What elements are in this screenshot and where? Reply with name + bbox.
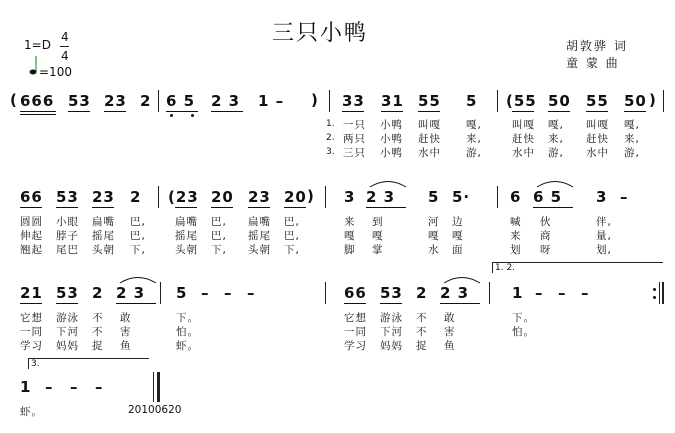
note-group: 2 <box>92 284 104 302</box>
intro-open-paren: ( <box>10 91 18 109</box>
lyric: 嘎 <box>344 230 356 242</box>
lyric: 喊 <box>510 216 522 228</box>
beam <box>56 207 78 208</box>
lyric: 妈妈 <box>56 340 79 352</box>
low-octave-dot <box>170 114 173 117</box>
lyric: 一只 <box>343 119 366 131</box>
bar-line <box>325 186 326 208</box>
note-group: 1 <box>20 378 32 396</box>
lyric: 学习 <box>20 340 43 352</box>
lyric: 怕。 <box>512 326 535 338</box>
lyric: 小眼 <box>56 216 79 228</box>
lyric: 来, <box>548 133 564 145</box>
lyric: 摇尾 <box>92 230 115 242</box>
lyric: 捉 <box>416 340 428 352</box>
lyric: 捉 <box>92 340 104 352</box>
note-group: 23 <box>92 188 115 206</box>
note-group: – <box>535 284 544 302</box>
beam <box>166 111 198 112</box>
beam <box>211 207 233 208</box>
note-group: 21 <box>20 284 43 302</box>
lyric: 游, <box>548 147 564 159</box>
lyric: 学习 <box>344 340 367 352</box>
lyric: 巴, <box>130 230 146 242</box>
lyric: 扁嘴 <box>92 216 115 228</box>
lyric: 嘎, <box>624 119 640 131</box>
beam <box>586 111 608 112</box>
beam <box>175 207 197 208</box>
lyric: 叫嘎 <box>586 119 609 131</box>
beam <box>284 207 306 208</box>
volta-bracket <box>492 262 663 273</box>
beam <box>20 207 42 208</box>
lyric: 伴, <box>596 216 612 228</box>
lyric: 小鸭 <box>380 133 403 145</box>
beam <box>342 111 364 112</box>
note-group: 2 3 <box>211 92 241 110</box>
close-paren: ) <box>307 187 315 205</box>
lyric: 一同 <box>20 326 43 338</box>
note-group: – <box>620 188 629 206</box>
note-group: 50 <box>624 92 647 110</box>
lyric: 巴, <box>130 216 146 228</box>
beam <box>20 303 42 304</box>
song-title: 三只小鸭 <box>272 21 369 46</box>
lyric: 赶快 <box>512 133 535 145</box>
beam <box>92 207 114 208</box>
lyric: 不 <box>92 326 104 338</box>
beam <box>440 303 480 304</box>
note-group: 23 <box>104 92 127 110</box>
composer-credit: 童 蒙 曲 <box>566 56 620 70</box>
lyric: 扁嘴 <box>175 216 198 228</box>
slur <box>368 178 408 188</box>
lyric: 嘎 <box>428 230 440 242</box>
lyric: 两只 <box>343 133 366 145</box>
lyric: 呀 <box>540 244 552 256</box>
note-group: 2 <box>130 188 142 206</box>
lyric: 扁嘴 <box>248 216 271 228</box>
intro-close-paren: ) <box>311 91 319 109</box>
lyric: 划, <box>596 244 612 256</box>
lyric: 下河 <box>56 326 79 338</box>
note-group: 23 <box>248 188 271 206</box>
note-group: 2 3 <box>366 188 396 206</box>
verse-number: 2. <box>326 133 335 143</box>
lyric: 水中 <box>418 147 441 159</box>
lyric: 不 <box>416 326 428 338</box>
lyric: 河 <box>428 216 440 228</box>
lyric: 头朝 <box>175 244 198 256</box>
lyric: 叫嘎 <box>512 119 535 131</box>
note-group: 3 <box>344 188 356 206</box>
time-signature-top: 4 <box>61 30 69 44</box>
lyric: 巴, <box>211 230 227 242</box>
lyric: 虾。 <box>176 340 199 352</box>
close-paren: ) <box>649 91 657 109</box>
lyric: 巴, <box>284 230 300 242</box>
lyric: 妈妈 <box>380 340 403 352</box>
lyric: 水 <box>428 244 440 256</box>
beam <box>624 111 646 112</box>
lyric: 伙 <box>540 216 552 228</box>
lyric: 摇尾 <box>175 230 198 242</box>
key-signature: 1=D <box>24 38 51 52</box>
note-group: – <box>70 378 79 396</box>
note-group: 5 <box>466 92 478 110</box>
note-group: 50 <box>548 92 571 110</box>
beam <box>211 111 243 112</box>
note-group: 6 <box>510 188 522 206</box>
note-group: 2 3 <box>116 284 146 302</box>
slur <box>442 274 482 284</box>
lyric: 游泳 <box>380 312 403 324</box>
note-group: 53 <box>380 284 403 302</box>
note-group: 55 <box>586 92 609 110</box>
repeat-dot <box>653 296 656 299</box>
lyric: 敢 <box>120 312 132 324</box>
lyric: 一同 <box>344 326 367 338</box>
lyric: 商 <box>540 230 552 242</box>
note-group: 53 <box>56 188 79 206</box>
lyric: 下, <box>130 244 146 256</box>
lyric: 来, <box>466 133 482 145</box>
lyric: 翘起 <box>20 244 43 256</box>
beam <box>381 111 403 112</box>
lyric: 嘎, <box>466 119 482 131</box>
lyric: 嘎 <box>372 230 384 242</box>
note-group: 1 <box>512 284 524 302</box>
lyric: 小鸭 <box>380 147 403 159</box>
note-group: 6 5 <box>166 92 196 110</box>
slur <box>535 178 575 188</box>
bar-line <box>329 90 330 112</box>
lyric: 怕。 <box>176 326 199 338</box>
note-group: 666 <box>20 92 55 110</box>
lyric: 虾。 <box>20 406 43 418</box>
lyric: 巴, <box>284 216 300 228</box>
time-signature-line <box>60 46 69 47</box>
note-group: 53 <box>68 92 91 110</box>
lyric: 三只 <box>343 147 366 159</box>
lyric: 巴, <box>211 216 227 228</box>
lyric: 来 <box>510 230 522 242</box>
beam <box>116 303 156 304</box>
lyric: 敢 <box>444 312 456 324</box>
beam <box>548 111 570 112</box>
bar-line <box>153 372 154 402</box>
beam <box>20 114 56 115</box>
lyric: 下河 <box>380 326 403 338</box>
beam <box>68 111 90 112</box>
volta-label: 1. 2. <box>495 263 516 273</box>
bar-line <box>158 90 159 112</box>
lyric: 它想 <box>344 312 367 324</box>
lyric: 害 <box>444 326 456 338</box>
note-group: 5 <box>428 188 440 206</box>
lyric: 水中 <box>512 147 535 159</box>
bar-line <box>489 282 490 304</box>
lyric: 嘎 <box>452 230 464 242</box>
note-group: – <box>247 284 256 302</box>
lyric: 害 <box>120 326 132 338</box>
lyric: 划 <box>510 244 522 256</box>
beam <box>56 303 78 304</box>
lyric: 下。 <box>176 312 199 324</box>
beam <box>512 111 534 112</box>
beam <box>366 207 406 208</box>
lyric: 头朝 <box>92 244 115 256</box>
lyric: 赶快 <box>418 133 441 145</box>
note-group: 20 <box>211 188 234 206</box>
bar-line <box>659 282 660 304</box>
lyric: 下, <box>284 244 300 256</box>
bar-line <box>160 282 161 304</box>
note-group: 2 <box>416 284 428 302</box>
lyric: 嘎, <box>548 119 564 131</box>
lyric: 掌 <box>372 244 384 256</box>
lyric: 下。 <box>512 312 535 324</box>
volta-label: 3. <box>31 359 40 369</box>
low-octave-dot <box>191 114 194 117</box>
beam <box>20 111 56 112</box>
lyric: 鱼 <box>120 340 132 352</box>
tempo-marking: =100 <box>39 65 72 79</box>
lyric: 下, <box>211 244 227 256</box>
note-group: 2 <box>140 92 152 110</box>
note-group: – <box>201 284 210 302</box>
beam <box>533 207 573 208</box>
verse-number: 1. <box>326 119 335 129</box>
verse-number: 3. <box>326 147 335 157</box>
lyric: 伸起 <box>20 230 43 242</box>
lyric: 脖子 <box>56 230 79 242</box>
date-stamp: 20100620 <box>128 404 182 416</box>
bar-line <box>497 186 498 208</box>
note-group: 55 <box>418 92 441 110</box>
note-group: (23 <box>168 188 199 206</box>
lyric: 不 <box>92 312 104 324</box>
lyric: 来 <box>344 216 356 228</box>
note-group: 1 – <box>258 92 285 110</box>
lyric: 来, <box>624 133 640 145</box>
note-group: 5· <box>452 188 471 206</box>
lyric: 面 <box>452 244 464 256</box>
note-group: 66 <box>344 284 367 302</box>
bar-line-thick <box>662 282 664 304</box>
lyric: 量, <box>596 230 612 242</box>
note-group: 3 <box>596 188 608 206</box>
lyric: 不 <box>416 312 428 324</box>
bar-line <box>497 90 498 112</box>
bar-line <box>158 186 159 208</box>
time-signature-bottom: 4 <box>61 49 69 63</box>
lyric: 小鸭 <box>380 119 403 131</box>
lyric: 水中 <box>586 147 609 159</box>
lyric: 摇尾 <box>248 230 271 242</box>
note-group: 6 5 <box>533 188 563 206</box>
beam <box>380 303 402 304</box>
lyric: 游泳 <box>56 312 79 324</box>
note-group: 5 <box>176 284 188 302</box>
note-group: 31 <box>381 92 404 110</box>
lyric: 它想 <box>20 312 43 324</box>
beam <box>344 303 366 304</box>
note-group: 33 <box>342 92 365 110</box>
note-group: – <box>581 284 590 302</box>
note-group: 2 3 <box>440 284 470 302</box>
volta-bracket <box>28 358 149 369</box>
lyric: 圆圆 <box>20 216 43 228</box>
lyric: 尾巴 <box>56 244 79 256</box>
note-group: (55 <box>506 92 537 110</box>
lyric: 叫嘎 <box>418 119 441 131</box>
lyric: 脚 <box>344 244 356 256</box>
note-group: 53 <box>56 284 79 302</box>
note-group: 66 <box>20 188 43 206</box>
note-group: – <box>45 378 54 396</box>
quarter-note-icon <box>28 54 38 80</box>
lyric: 到 <box>372 216 384 228</box>
bar-line <box>325 282 326 304</box>
bar-line <box>663 90 664 112</box>
note-group: – <box>224 284 233 302</box>
lyric: 游, <box>466 147 482 159</box>
slur <box>118 274 158 284</box>
beam <box>104 111 126 112</box>
beam <box>418 111 440 112</box>
note-group: – <box>95 378 104 396</box>
lyric: 边 <box>452 216 464 228</box>
lyric: 赶快 <box>586 133 609 145</box>
repeat-dot <box>653 288 656 291</box>
final-bar-line <box>157 372 160 402</box>
lyricist-credit: 胡敦骅 词 <box>566 39 628 53</box>
lyric: 鱼 <box>444 340 456 352</box>
lyric: 头朝 <box>248 244 271 256</box>
beam <box>248 207 270 208</box>
lyric: 游, <box>624 147 640 159</box>
note-group: – <box>558 284 567 302</box>
note-group: 20 <box>284 188 307 206</box>
